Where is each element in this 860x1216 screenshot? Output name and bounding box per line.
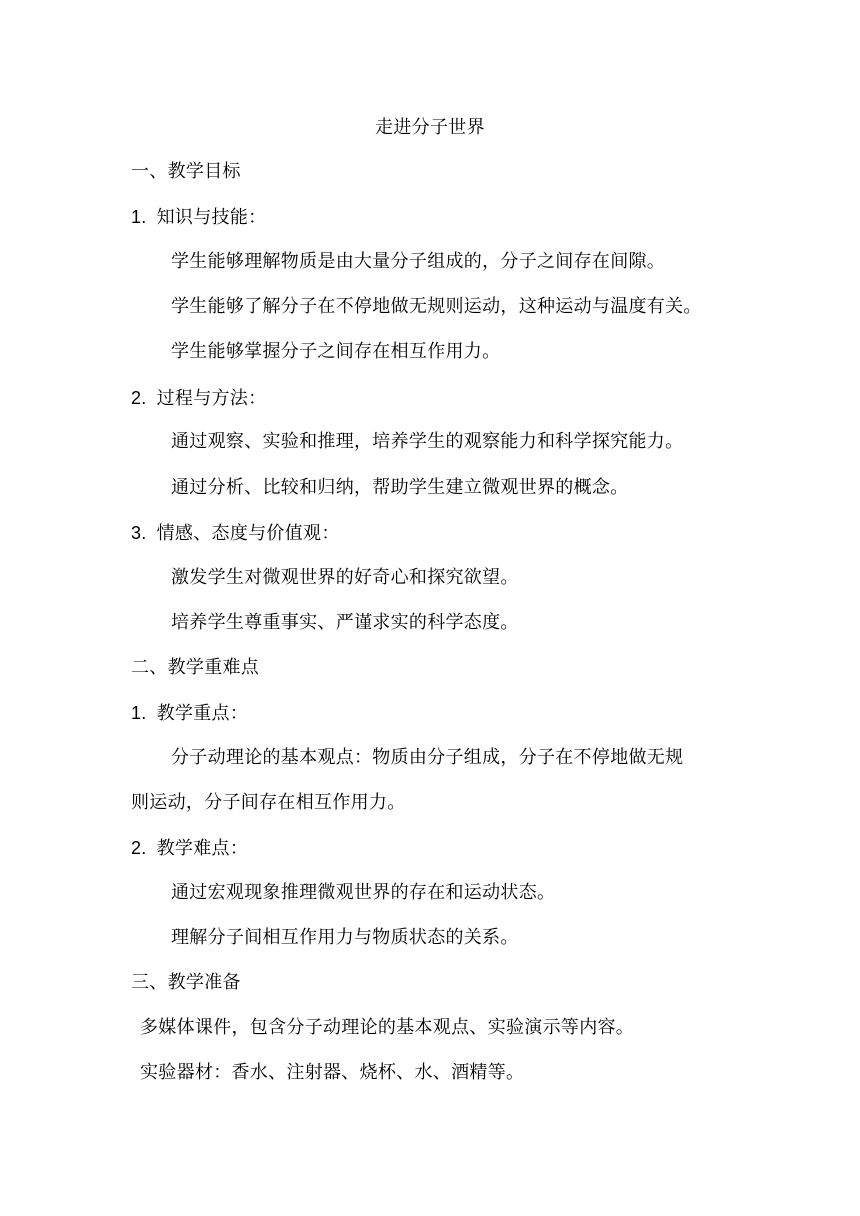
list-number: 1. xyxy=(131,207,147,227)
list-item-knowledge-skills xyxy=(131,205,266,230)
paragraph-line: 激发学生对微观世界的好奇心和探究欲望。 xyxy=(171,567,519,588)
list-number: 3. xyxy=(131,523,147,543)
list-number: 1. xyxy=(131,703,147,723)
paragraph-line: 实验器材：香水、注射器、烧杯、水、酒精等。 xyxy=(140,1062,525,1083)
section-heading-preparation: 三、教学准备 xyxy=(131,972,241,993)
list-label: 教学重点： xyxy=(156,703,249,724)
paragraph-line: 多媒体课件，包含分子动理论的基本观点、实验演示等内容。 xyxy=(140,1017,635,1038)
list-item-key-point xyxy=(131,701,248,726)
section-heading-goals: 一、教学目标 xyxy=(131,161,241,182)
list-item-emotions-values xyxy=(131,521,340,546)
paragraph-line: 分子动理论的基本观点：物质由分子组成，分子在不停地做无规 xyxy=(171,747,684,768)
paragraph-line: 通过分析、比较和归纳，帮助学生建立微观世界的概念。 xyxy=(171,477,629,498)
paragraph-line: 学生能够掌握分子之间存在相互作用力。 xyxy=(171,341,501,362)
list-label: 教学难点： xyxy=(156,838,249,859)
paragraph-line: 学生能够理解物质是由大量分子组成的，分子之间存在间隙。 xyxy=(171,251,666,272)
paragraph-line: 通过观察、实验和推理，培养学生的观察能力和科学探究能力。 xyxy=(171,431,684,452)
paragraph-line: 则运动，分子间存在相互作用力。 xyxy=(131,792,406,813)
list-label: 知识与技能： xyxy=(156,207,267,228)
list-label: 过程与方法： xyxy=(156,388,267,409)
list-label: 情感、态度与价值观： xyxy=(156,523,340,544)
paragraph-line: 通过宏观现象推理微观世界的存在和运动状态。 xyxy=(171,882,556,903)
paragraph-line: 学生能够了解分子在不停地做无规则运动，这种运动与温度有关。 xyxy=(171,296,702,317)
list-item-difficult-point xyxy=(131,836,248,861)
paragraph-line: 培养学生尊重事实、严谨求实的科学态度。 xyxy=(171,612,519,633)
document-title: 走进分子世界 xyxy=(375,117,485,138)
list-number: 2. xyxy=(131,388,147,408)
list-number: 2. xyxy=(131,838,147,858)
paragraph-line: 理解分子间相互作用力与物质状态的关系。 xyxy=(171,927,519,948)
list-item-process-methods xyxy=(131,386,266,411)
section-heading-key-points: 二、教学重难点 xyxy=(131,657,260,678)
